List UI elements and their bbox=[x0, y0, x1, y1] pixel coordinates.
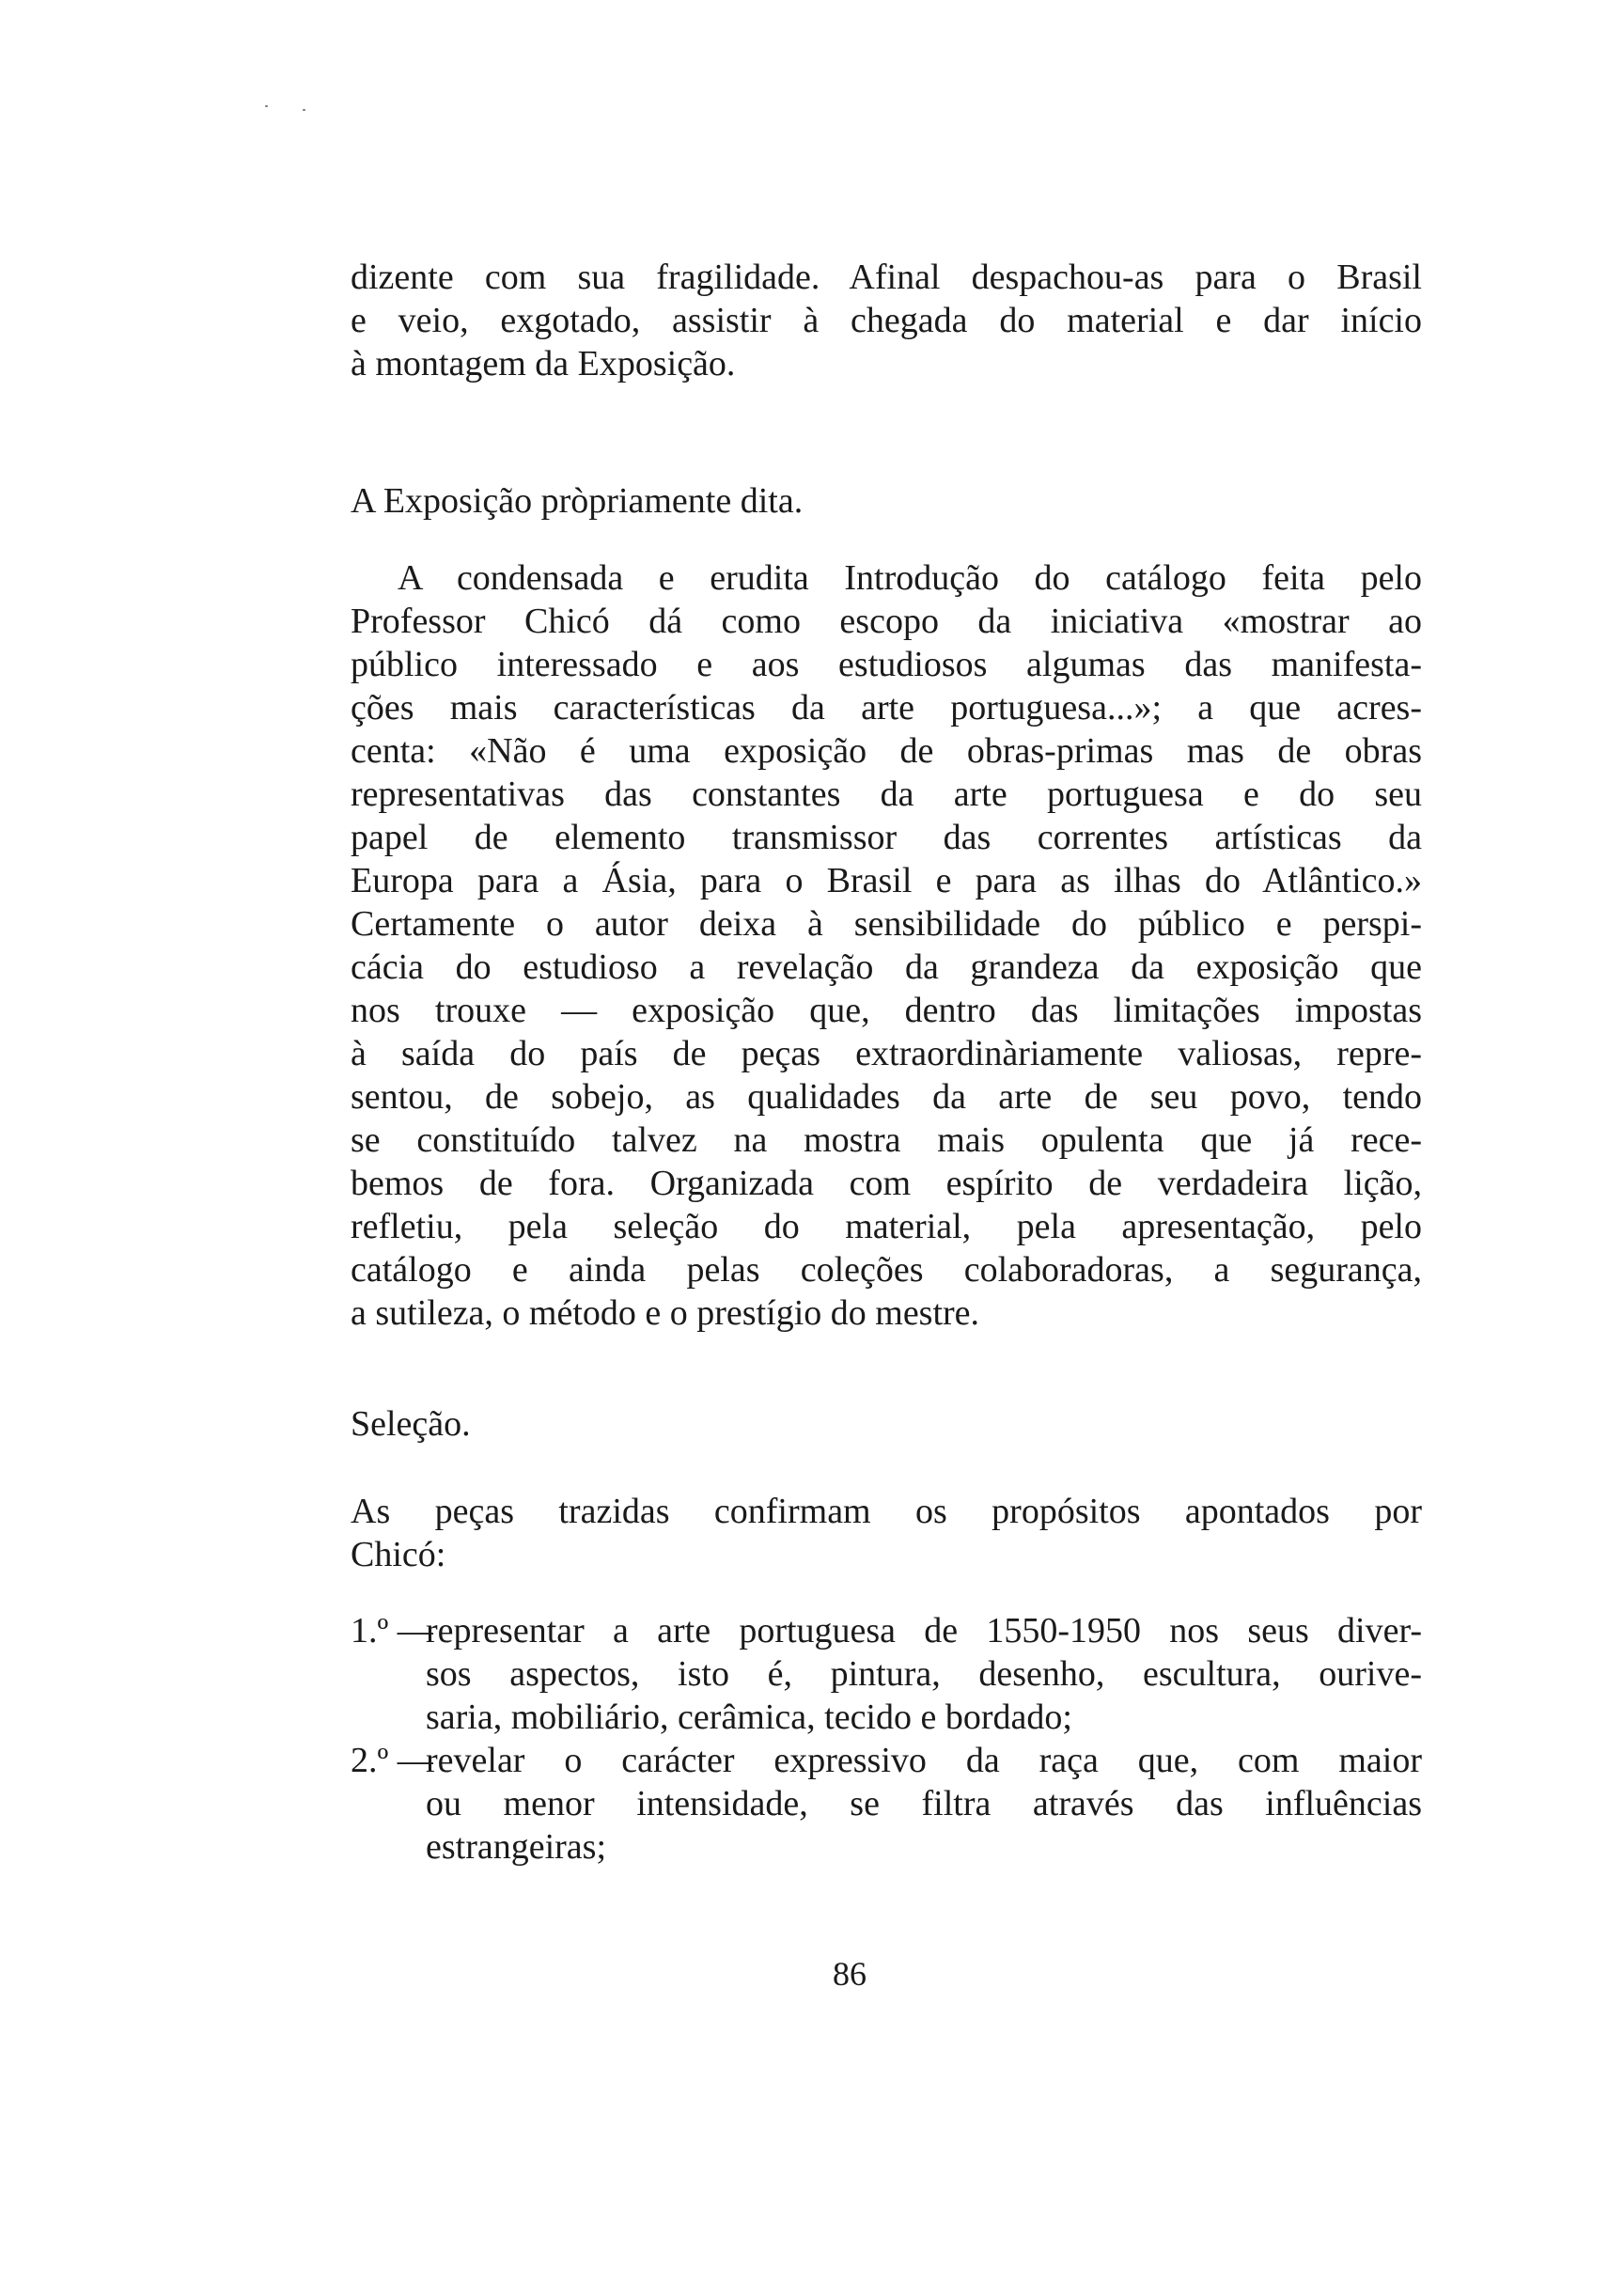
text-line: bemos de fora. Organizada com espírito de verdadeira lição, bbox=[351, 1164, 1422, 1203]
text-line: As peças trazidas confirmam os propósitos apontados por bbox=[351, 1492, 1422, 1531]
text-line: e veio, exgotado, assistir à chegada do material e dar início bbox=[351, 301, 1422, 340]
paragraph-exposicao bbox=[351, 556, 1422, 1335]
text-line: saria, mobiliário, cerâmica, tecido e bordado; bbox=[426, 1697, 1072, 1737]
text-line: papel de elemento transmissor das correntes artísticas da bbox=[351, 818, 1422, 857]
paragraph-selecao bbox=[351, 1490, 1422, 1576]
scan-speck bbox=[303, 109, 305, 111]
text-line: ções mais características da arte portuguesa...»; a que acres- bbox=[351, 688, 1422, 727]
text-line: A condensada e erudita Introdução do catálogo feita pelo bbox=[398, 558, 1422, 598]
list-item-number: 2.º — bbox=[351, 1741, 433, 1780]
list-item-body bbox=[426, 1739, 1422, 1869]
list-item-number: 1.º — bbox=[351, 1611, 433, 1650]
text-line: representar a arte portuguesa de 1550-1950 nos seus diver- bbox=[426, 1611, 1422, 1650]
scan-speck bbox=[265, 105, 268, 107]
list-item bbox=[351, 1609, 1422, 1739]
text-line: sos aspectos, isto é, pintura, desenho, escultura, ourive- bbox=[426, 1654, 1422, 1694]
text-line: a sutileza, o método e o prestígio do mestre. bbox=[351, 1293, 980, 1333]
list-item-body bbox=[426, 1609, 1422, 1739]
text-line: dizente com sua fragilidade. Afinal despachou-as para o Brasil bbox=[351, 258, 1422, 297]
text-line: Chicó: bbox=[351, 1535, 446, 1574]
text-line: revelar o carácter expressivo da raça que, com maior bbox=[426, 1741, 1422, 1780]
section-heading-selecao: Seleção. bbox=[351, 1404, 471, 1444]
text-line: nos trouxe — exposição que, dentro das limitações impostas bbox=[351, 991, 1422, 1030]
numbered-list bbox=[351, 1609, 1422, 1869]
text-line: estrangeiras; bbox=[426, 1827, 607, 1867]
text-line: centa: «Não é uma exposição de obras-primas mas de obras bbox=[351, 731, 1422, 771]
text-line: Professor Chicó dá como escopo da iniciativa «mostrar ao bbox=[351, 602, 1422, 641]
text-line: ou menor intensidade, se filtra através das influências bbox=[426, 1784, 1422, 1823]
text-line: Certamente o autor deixa à sensibilidade do público e perspi- bbox=[351, 904, 1422, 944]
text-line: à montagem da Exposição. bbox=[351, 344, 736, 383]
text-line: público interessado e aos estudiosos algumas das manifesta- bbox=[351, 645, 1422, 684]
text-line: sentou, de sobejo, as qualidades da arte de seu povo, tendo bbox=[351, 1077, 1422, 1117]
page-number: 86 bbox=[833, 1955, 867, 1993]
text-line: representativas das constantes da arte portuguesa e do seu bbox=[351, 774, 1422, 814]
text-line: Europa para a Ásia, para o Brasil e para as ilhas do Atlântico.» bbox=[351, 861, 1422, 900]
paragraph-continuation bbox=[351, 256, 1422, 385]
text-line: à saída do país de peças extraordinàriamente valiosas, repre- bbox=[351, 1034, 1422, 1073]
text-line: refletiu, pela seleção do material, pela apresentação, pelo bbox=[351, 1207, 1422, 1246]
scan-specks bbox=[265, 103, 321, 115]
text-line: catálogo e ainda pelas coleções colaboradoras, a segurança, bbox=[351, 1250, 1422, 1290]
text-line: se constituído talvez na mostra mais opulenta que já rece- bbox=[351, 1120, 1422, 1160]
list-item bbox=[351, 1739, 1422, 1869]
text-line: cácia do estudioso a revelação da grandeza da exposição que bbox=[351, 947, 1422, 987]
section-heading-exposicao: A Exposição pròpriamente dita. bbox=[351, 481, 804, 521]
